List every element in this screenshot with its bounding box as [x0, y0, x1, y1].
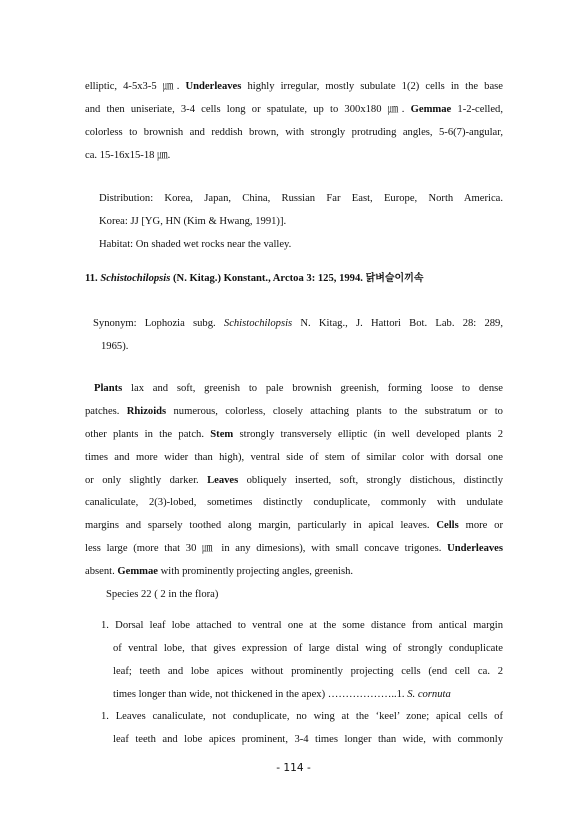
key-couplet-1a: 1. Dorsal leaf lobe attached to ventral one at the some distance from antical margin of ventral lobe, that gives expression of large distal wing of strongly conduplicate leaf; teeth and lobe apices without prominently projecting cells (end cell ca. 2 times longer than wide, not thickened in the apex) ………………..1. S. cornuta	[101, 620, 503, 700]
key-couplet-1b: 1. Leaves canaliculate, not conduplicate, no wing at the ‘keel’ zone; apical cells of leaf teeth and lobe apices prominent, 3-4 times longer than wide, with commonly	[101, 711, 503, 745]
page-number: - 114 -	[276, 762, 311, 774]
text-line: colorless to brownish and reddish brown, with strongly protruding angles, 5-6(7)-angular,	[85, 126, 503, 138]
korean-name: 닭벼슬이끼속	[365, 273, 424, 284]
korea-line: Korea: JJ [YG, HN (Kim & Hwang, 1991)].	[99, 215, 287, 227]
genus-description-paragraph: Plants lax and soft, greenish to pale brownish greenish, forming loose to dense patches. Rhizoids numerous, colorless, closely attaching plants to the substratum or to other plants in the patch. Stem strongly transversely elliptic (in well developed plants 2 times and more wider than high), ventral side of stem of similar color with dorsal one or only slightly darker. Leaves obliquely inserted, soft, strongly distichous, distinctly canaliculate, 2(3)-lobed, sometimes distinctly conduplicate, commonly with undulate margins and sparsely toothed along margin, particularly in apical leaves. Cells more or less large (more that 30 ㎛ in any dimesions), with small concave trigones. Underleaves absent. Gemmae with prominently projecting angles, greenish. Species 22 ( 2 in the flora)	[85, 378, 503, 607]
genus-heading: 11. Schistochilopsis (N. Kitag.) Konstant., Arctoa 3: 125, 1994. 닭벼슬이끼속	[85, 273, 424, 284]
distribution-line: Distribution: Korea, Japan, China, Russian Far East, Europe, North America.	[99, 193, 503, 204]
distribution-block	[99, 188, 503, 257]
text-line: ca. 15-16x15-18 ㎛.	[85, 149, 171, 161]
habitat-line: Habitat: On shaded wet rocks near the valley.	[99, 238, 292, 250]
continued-description-paragraph	[85, 76, 503, 168]
species-count: Species 22 ( 2 in the flora)	[106, 589, 219, 601]
genus-name: Schistochilopsis	[100, 273, 171, 284]
synonym-block: Synonym: Lophozia subg. Schistochilopsis N. Kitag., J. Hattori Bot. Lab. 28: 289, 1965).	[93, 318, 503, 352]
text-line: and then uniseriate, 3-4 cells long or spatulate, up to 300x180 ㎛. Gemmae 1-2-celled,	[85, 103, 503, 115]
text-line: elliptic, 4-5x3-5 ㎛. Underleaves highly irregular, mostly subulate 1(2) cells in the base	[85, 81, 503, 92]
species-name: S. cornuta	[407, 688, 451, 700]
